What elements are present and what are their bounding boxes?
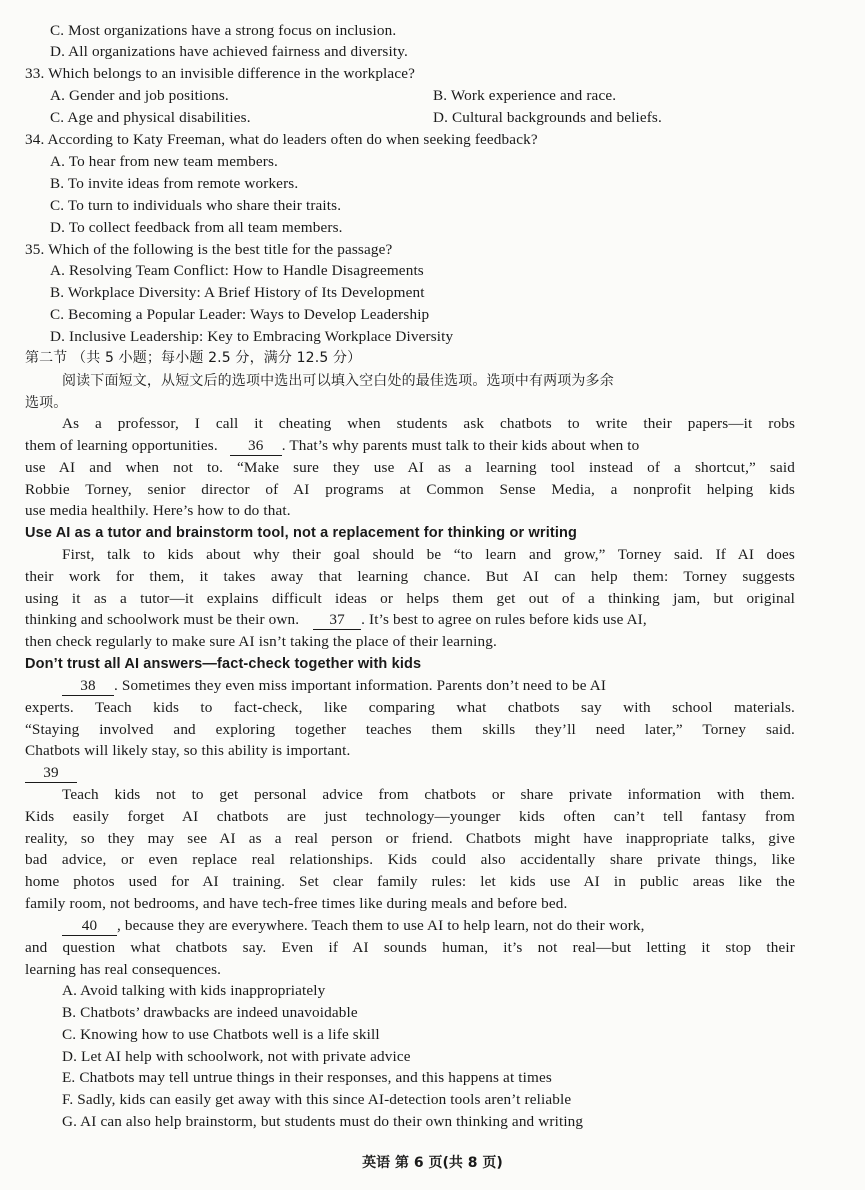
passage-p1-line-1 — [62, 414, 795, 436]
q34-stem: 34. According to Katy Freeman, what do leaders often do when seeking feedback? — [25, 131, 538, 148]
q33-option-b: B. Work experience and race. — [433, 87, 617, 104]
passage-p2-line-2 — [25, 567, 795, 589]
passage-text: thinking and schoolwork must be their own. — [25, 611, 300, 628]
q34-option-c: C. To turn to individuals who share their traits. — [50, 197, 342, 214]
passage-p5-line-1 — [62, 916, 795, 938]
passage-text: and question what chatbots say. Even if AI sounds human, it’s not real—but letting it stop their — [25, 939, 795, 956]
section-instruction-line-2: 选项。 — [25, 395, 68, 411]
passage-text: . Sometimes they even miss important information. Parents don’t need to be AI — [114, 677, 607, 694]
passage-p3-line-1 — [62, 676, 795, 698]
passage-p2-line-5: then check regularly to make sure AI isn’t taking the place of their learning. — [25, 633, 497, 650]
option-g: G. AI can also help brainstorm, but students must do their own thinking and writing — [62, 1113, 584, 1130]
passage-text: using it as a tutor—it explains difficult ideas or helps them get out of a thinking jam, but original — [25, 590, 795, 607]
passage-text: their work for them, it takes away that learning chance. But AI can help them: Torney suggests — [25, 568, 795, 585]
passage-text: . That’s why parents must talk to their kids about when to — [281, 437, 640, 454]
q33-options-row-1 — [50, 86, 865, 108]
blank-36: 36 — [230, 437, 282, 456]
q35-stem: 35. Which of the following is the best title for the passage? — [25, 241, 393, 258]
option-f: F. Sadly, kids can easily get away with this since AI-detection tools aren’t reliable — [62, 1091, 572, 1108]
passage-text: experts. Teach kids to fact-check, like comparing what chatbots say with school materials. — [25, 699, 795, 716]
passage-text: Kids easily forget AI chatbots are just technology—younger kids often can’t tell fantasy from — [25, 808, 795, 825]
passage-p3-line-2 — [25, 698, 795, 720]
q33-option-a: A. Gender and job positions. — [50, 87, 229, 104]
passage-p1-line-4 — [25, 480, 795, 502]
option-a: A. Avoid talking with kids inappropriately — [62, 982, 326, 999]
q34-option-b: B. To invite ideas from remote workers. — [50, 175, 299, 192]
option-b: B. Chatbots’ drawbacks are indeed unavoidable — [62, 1004, 358, 1021]
passage-p5-line-2 — [25, 938, 795, 960]
passage-p2-line-4 — [25, 610, 795, 632]
passage-text: home photos used for AI training. Set clear family rules: let kids use AI in public areas like the — [25, 873, 795, 890]
blank-37: 37 — [313, 611, 361, 630]
passage-text: them of learning opportunities. — [25, 437, 218, 454]
passage-p2-line-1 — [62, 545, 795, 567]
blank-39: 39 — [25, 764, 77, 783]
blank-38: 38 — [62, 677, 114, 696]
passage-text: , because they are everywhere. Teach them to use AI to help learn, not do their work, — [117, 917, 645, 934]
passage-text: Robbie Torney, senior director of AI programs at Common Sense Media, a nonprofit helping kids — [25, 481, 795, 498]
section-instruction-line-1: 阅读下面短文，从短文后的选项中选出可以填入空白处的最佳选项。选项中有两项为多余 — [62, 373, 614, 389]
option-c: C. Knowing how to use Chatbots well is a life skill — [62, 1026, 380, 1043]
passage-heading-39 — [25, 763, 795, 785]
option-e: E. Chatbots may tell untrue things in their responses, and this happens at times — [62, 1069, 552, 1086]
passage-p1-line-3 — [25, 458, 795, 480]
passage-text: Teach kids not to get personal advice from chatbots or share private information with them. — [62, 786, 795, 803]
passage-text: As a professor, I call it cheating when students ask chatbots to write their papers—it robs — [62, 415, 795, 432]
q34-option-d: D. To collect feedback from all team members. — [50, 219, 343, 236]
page-footer: 英语 第 6 页(共 8 页) — [362, 1155, 503, 1171]
section-heading: 第二节 （共 5 小题；每小题 2.5 分，满分 12.5 分） — [25, 350, 362, 366]
passage-text: “Staying involved and exploring together teaches them skills they’ll need later,” Torney said. — [25, 721, 795, 738]
passage-p4-line-6: family room, not bedrooms, and have tech-free times like during meals and before bed. — [25, 895, 568, 912]
passage-p3-line-3 — [25, 720, 795, 742]
q33-option-d: D. Cultural backgrounds and beliefs. — [433, 109, 662, 126]
passage-p4-line-1 — [62, 785, 795, 807]
passage-p4-line-3 — [25, 829, 795, 851]
passage-p4-line-2 — [25, 807, 795, 829]
passage-text: reality, so they may see AI as a real person or friend. Chatbots might have inappropriate talks, give — [25, 830, 795, 847]
passage-text: . It’s best to agree on rules before kids use AI, — [361, 611, 647, 628]
q35-option-b: B. Workplace Diversity: A Brief History of Its Development — [50, 284, 425, 301]
passage-p2-line-3 — [25, 589, 795, 611]
passage-p4-line-5 — [25, 872, 795, 894]
option-d: D. Let AI help with schoolwork, not with private advice — [62, 1048, 411, 1065]
q33-options-row-2 — [50, 108, 865, 130]
q35-option-d: D. Inclusive Leadership: Key to Embracing Workplace Diversity — [50, 328, 454, 345]
q32-option-c: C. Most organizations have a strong focus on inclusion. — [50, 22, 397, 39]
q35-option-a: A. Resolving Team Conflict: How to Handle Disagreements — [50, 262, 424, 279]
q34-option-a: A. To hear from new team members. — [50, 153, 278, 170]
passage-text: use AI and when not to. “Make sure they use AI as a learning tool instead of a shortcut,” said — [25, 459, 795, 476]
q32-option-d: D. All organizations have achieved fairness and diversity. — [50, 43, 408, 60]
passage-p3-line-4: Chatbots will likely stay, so this ability is important. — [25, 742, 351, 759]
passage-text: First, talk to kids about why their goal should be “to learn and grow,” Torney said. If AI does — [62, 546, 795, 563]
passage-p5-line-3: learning has real consequences. — [25, 961, 222, 978]
q33-stem: 33. Which belongs to an invisible difference in the workplace? — [25, 65, 415, 82]
passage-p1-line-5: use media healthily. Here’s how to do that. — [25, 502, 291, 519]
subheading-fact-check: Don’t trust all AI answers—fact-check together with kids — [25, 656, 422, 672]
blank-40: 40 — [62, 917, 117, 936]
q35-option-c: C. Becoming a Popular Leader: Ways to Develop Leadership — [50, 306, 430, 323]
passage-text: bad advice, or even replace real relationships. Kids could also accidentally share private things, like — [25, 851, 795, 868]
subheading-tutor: Use AI as a tutor and brainstorm tool, not a replacement for thinking or writing — [25, 525, 578, 541]
passage-p4-line-4 — [25, 850, 795, 872]
passage-p1-line-2 — [25, 436, 795, 458]
q33-option-c: C. Age and physical disabilities. — [50, 109, 251, 126]
